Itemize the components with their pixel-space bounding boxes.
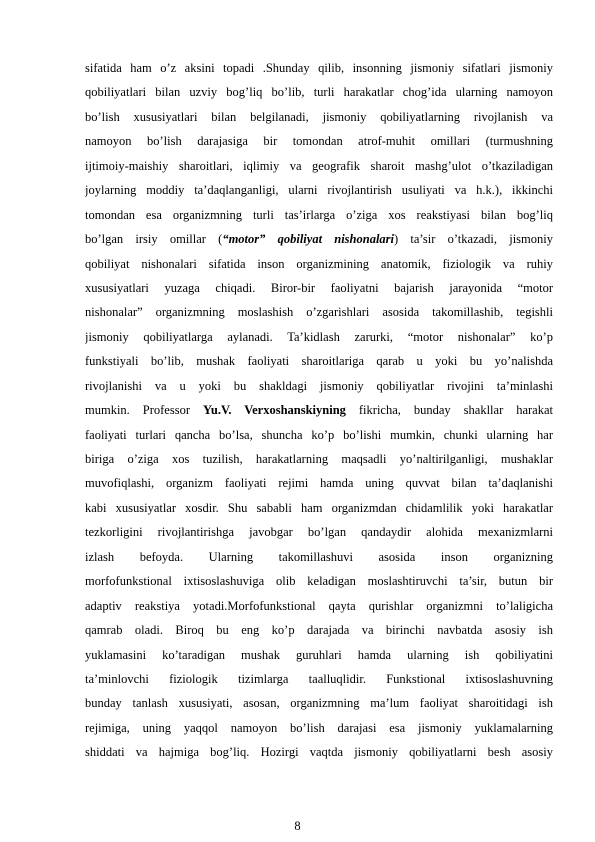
text-line-8 xyxy=(85,227,553,251)
author-name-bold: Yu.V. Verxoshanskiyning xyxy=(202,403,346,418)
text-line-18: muvofiqlashi, organizm faoliyati rejimi hamda uning quvvat bilan ta’daqlanishi xyxy=(85,476,553,491)
text-line-25: yuklamasini ko’taradigan mushak guruhlari hamda ularning ish qobiliyatini xyxy=(85,647,553,662)
motor-nishonalari-emphasis: “motor” qobiliyat nishonalari xyxy=(222,232,395,247)
line8-before: bo’lgan irsiy omillar ( xyxy=(85,232,223,247)
text-line-3: bo’lish xususiyatlari bilan belgilanadi, jismoniy qobiliyatlarning rivojlanish va xyxy=(85,109,553,124)
text-line-13: funkstiyali bo’lib, mushak faoliyati sharoitlariga qarab u yoki bu yo’nalishda xyxy=(85,354,553,369)
text-line-14: rivojlanishi va u yoki bu shakldagi jismoniy qobiliyatlar rivojini ta’minlashi xyxy=(85,378,553,393)
text-line-28: rejimiga, uning yaqqol namoyon bo’lish darajasi esa jismoniy yuklamalarning xyxy=(85,720,553,735)
text-line-4: namoyon bo’lish darajasiga bir tomondan atrof-muhit omillari (turmushning xyxy=(85,134,553,149)
text-line-6: joylarning moddiy ta’daqlanganligi, ularni rivojlantirish usuliyati va h.k.), ikkinchi xyxy=(85,183,553,198)
text-line-12: jismoniy qobiliyatlarga aylanadi. Ta’kidlash zarurki, “motor nishonalar” ko’p xyxy=(85,329,553,344)
text-line-5: ijtimoiy-maishiy sharoitlari, iqlimiy va geografik sharoit mashg’ulot o’tkaziladigan xyxy=(85,158,553,173)
text-line-24: qamrab oladi. Biroq bu eng ko’p darajada va birinchi navbatda asosiy ish xyxy=(85,623,553,638)
text-line-16: faoliyati turlari qancha bo’lsa, shuncha ko’p bo’lishi mumkin, chunki ularning har xyxy=(85,427,553,442)
document-body xyxy=(85,56,553,765)
text-line-29: shiddati va hajmiga bog’liq. Hozirgi vaqtda jismoniy qobiliyatlarni besh asosiy xyxy=(85,745,553,760)
text-line-27: bunday tanlash xususiyati, asosan, organizmning ma’lum faoliyat sharoitidagi ish xyxy=(85,696,553,711)
text-line-23: adaptiv reakstiya yotadi.Morfofunkstional qayta qurishlar organizmni to’laligicha xyxy=(85,598,553,613)
text-line-21: izlash befoyda. Ularning takomillashuvi asosida inson organizning xyxy=(85,549,553,564)
text-line-15 xyxy=(85,398,553,422)
text-line-20: tezkorligini rivojlantirishga javobgar bo’lgan qandaydir alohida mexanizmlarni xyxy=(85,525,553,540)
text-line-7: tomondan esa organizmning turli tas’irlarga o’ziga xos reakstiyasi bilan bog’liq xyxy=(85,207,553,222)
text-line-26: ta’minlovchi fiziologik tizimlarga taalluqlidir. Funkstional ixtisoslashuvning xyxy=(85,671,553,686)
text-line-1: sifatida ham o’z aksini topadi .Shunday qilib, insonning jismoniy sifatlari jismoniy xyxy=(85,61,553,75)
line15-before: mumkin. Professor xyxy=(85,403,203,418)
page-number: 8 xyxy=(294,819,301,833)
text-line-17: biriga o’ziga xos tuzilish, harakatlarning maqsadli yo’naltirilganligi, mushaklar xyxy=(85,452,553,466)
text-line-2: qobiliyatlari bilan uzviy bog’liq bo’lib, turli harakatlar chog’ida ularning namoyon xyxy=(85,85,553,100)
text-line-22: morfofunkstional ixtisoslashuviga olib keladigan moslashtiruvchi ta’sir, butun bir xyxy=(85,574,553,589)
line8-after: ) ta’sir o’tkazadi, jismoniy xyxy=(394,232,553,247)
text-line-9: qobiliyat nishonalari sifatida inson organizmining anatomik, fiziologik va ruhiy xyxy=(85,256,553,271)
line15-after: fikricha, bunday shakllar harakat xyxy=(345,403,553,418)
text-line-19: kabi xususiyatlar xosdir. Shu sababli ham organizmdan chidamlilik yoki harakatlar xyxy=(85,500,553,515)
text-line-11: nishonalar” organizmning moslashish o’zgarishlari asosida takomillashib, tegishli xyxy=(85,305,553,320)
text-line-10: xususiyatlari yuzaga chiqadi. Biror-bir faoliyatni bajarish jarayonida “motor xyxy=(85,280,553,295)
